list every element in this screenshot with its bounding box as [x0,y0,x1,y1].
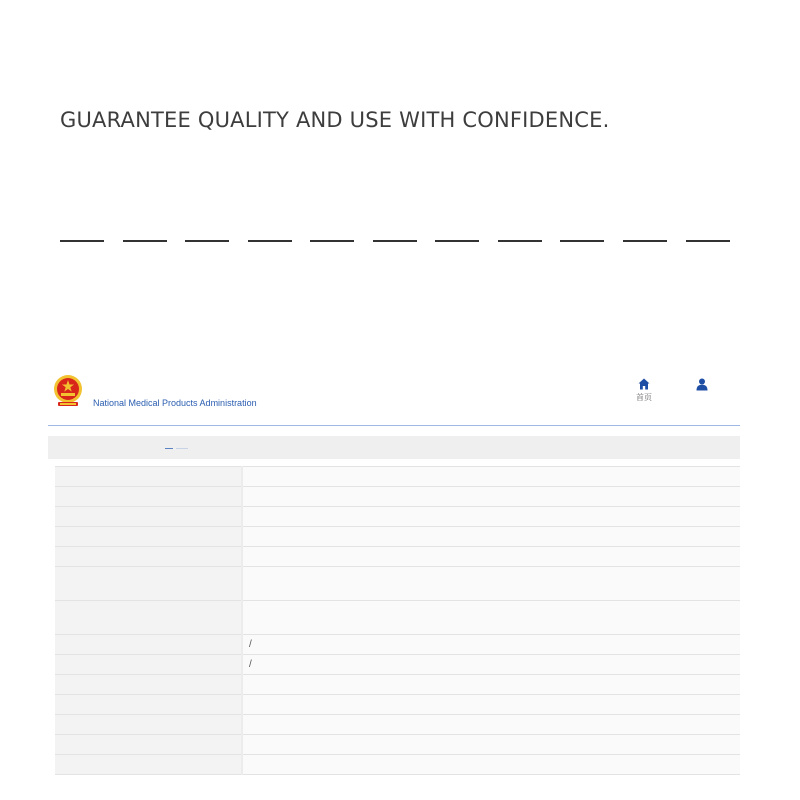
row-value [242,601,740,635]
site-header [48,370,740,426]
dash [623,240,667,242]
row-label [55,507,242,527]
table-row [55,507,740,527]
row-value [242,675,740,695]
breadcrumb-marker [165,448,173,449]
row-value [242,507,740,527]
table-row [55,601,740,635]
breadcrumb-marker [176,448,188,449]
row-label [55,715,242,735]
nav-home-button[interactable] [632,378,656,403]
row-value [242,487,740,507]
dash [373,240,417,242]
row-label [55,675,242,695]
agency-name[interactable]: National Medical Products Administration [93,398,257,408]
dash [185,240,229,242]
row-value [242,547,740,567]
breadcrumb-bar [48,436,740,459]
tagline: GUARANTEE QUALITY AND USE WITH CONFIDENCE. [60,108,610,132]
dash [686,240,730,242]
row-value: / [242,655,740,675]
dash [60,240,104,242]
row-label [55,527,242,547]
table-row [55,527,740,547]
row-label [55,735,242,755]
table-row [55,547,740,567]
row-value [242,467,740,487]
row-label [55,567,242,601]
row-value [242,735,740,755]
row-value [242,715,740,735]
row-value [242,567,740,601]
row-label [55,655,242,675]
row-value [242,527,740,547]
table-row [55,567,740,601]
table-row [55,487,740,507]
user-icon [696,378,708,391]
row-value [242,755,740,775]
row-label [55,695,242,715]
table-row [55,635,740,655]
nav-home-label: 首页 [636,393,652,402]
row-value: / [242,635,740,655]
row-value [242,695,740,715]
table-row [55,675,740,695]
row-label [55,755,242,775]
table-row [55,467,740,487]
row-label [55,467,242,487]
dash [498,240,542,242]
dash [435,240,479,242]
dash [123,240,167,242]
table-row [55,715,740,735]
row-label [55,601,242,635]
row-label [55,635,242,655]
table-row [55,735,740,755]
nav-user-button[interactable] [696,378,712,396]
dash [560,240,604,242]
home-icon [638,378,650,390]
national-emblem-icon[interactable] [52,374,84,408]
detail-table [55,466,740,775]
dash [310,240,354,242]
row-label [55,547,242,567]
table-row [55,655,740,675]
dash [248,240,292,242]
row-label [55,487,242,507]
table-row [55,695,740,715]
table-row [55,755,740,775]
